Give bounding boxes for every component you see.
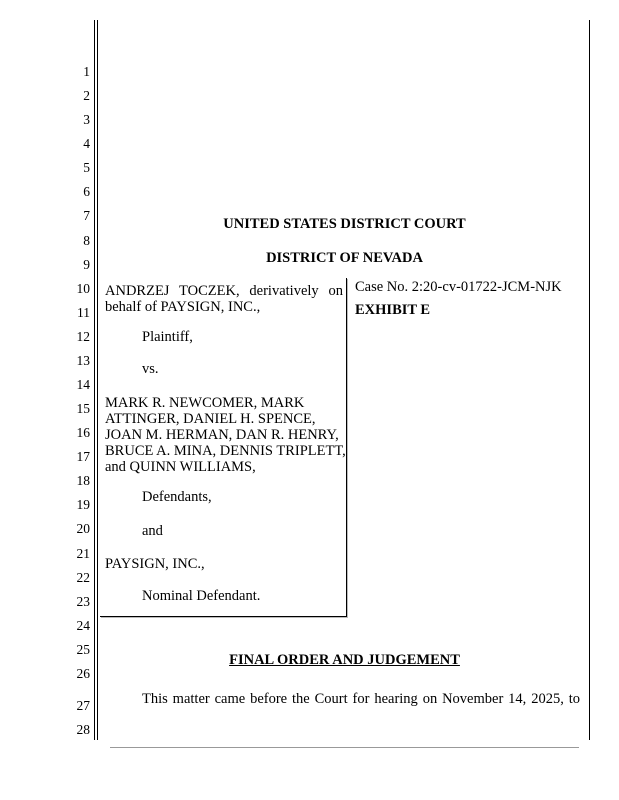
- line-number: 7: [83, 208, 90, 223]
- line-number: 21: [76, 546, 90, 561]
- nominal-defendant-name: PAYSIGN, INC.,: [105, 556, 205, 572]
- line-number: 23: [76, 594, 90, 609]
- order-body-first-line: This matter came before the Court for hearing on November 14, 2025, to: [142, 691, 580, 707]
- and-conjunction: and: [142, 523, 163, 539]
- defendants-line: and QUINN WILLIAMS,: [105, 459, 256, 475]
- line-number: 6: [83, 184, 90, 199]
- line-number: 19: [76, 497, 90, 512]
- line-number: 9: [83, 257, 90, 272]
- exhibit-label: EXHIBIT E: [355, 302, 431, 318]
- line-number: 1: [83, 64, 90, 79]
- plaintiff-role: Plaintiff,: [142, 329, 193, 345]
- plaintiff-name-line1: ANDRZEJ TOCZEK, derivatively on: [105, 283, 343, 299]
- right-margin-rule: [589, 20, 590, 740]
- line-number: 28: [76, 722, 90, 737]
- defendants-line: MARK R. NEWCOMER, MARK: [105, 395, 305, 411]
- court-name: UNITED STATES DISTRICT COURT: [223, 216, 466, 232]
- defendants-line: BRUCE A. MINA, DENNIS TRIPLETT,: [105, 443, 346, 459]
- line-number: 14: [76, 377, 90, 392]
- plaintiff-name-line2: behalf of PAYSIGN, INC.,: [105, 299, 261, 315]
- nominal-defendant-role: Nominal Defendant.: [142, 588, 261, 604]
- line-number: 22: [76, 570, 90, 585]
- line-number: 2: [83, 88, 90, 103]
- line-number: 13: [76, 353, 90, 368]
- line-number: 8: [83, 233, 90, 248]
- line-number: 5: [83, 160, 90, 175]
- line-number: 24: [76, 618, 90, 633]
- versus: vs.: [142, 361, 159, 377]
- defendants-line: JOAN M. HERMAN, DAN R. HENRY,: [105, 427, 339, 443]
- left-margin-rule-inner: [97, 20, 98, 740]
- line-number: 15: [76, 401, 90, 416]
- line-number: 10: [76, 281, 90, 296]
- line-number: 27: [76, 698, 90, 713]
- line-number: 3: [83, 112, 90, 127]
- defendants-role: Defendants,: [142, 489, 212, 505]
- footer-rule: [110, 747, 579, 748]
- defendants-line: ATTINGER, DANIEL H. SPENCE,: [105, 411, 316, 427]
- line-number: 20: [76, 521, 90, 536]
- case-number: Case No. 2:20-cv-01722-JCM-NJK: [355, 279, 562, 295]
- line-number: 17: [76, 449, 90, 464]
- order-title: FINAL ORDER AND JUDGEMENT: [229, 652, 460, 668]
- line-number: 12: [76, 329, 90, 344]
- court-district: DISTRICT OF NEVADA: [266, 250, 423, 266]
- left-margin-rule-outer: [94, 20, 95, 740]
- line-number: 4: [83, 136, 90, 151]
- line-number: 25: [76, 642, 90, 657]
- line-number: 26: [76, 666, 90, 681]
- line-number: 11: [77, 305, 90, 320]
- line-number: 18: [76, 473, 90, 488]
- line-number: 16: [76, 425, 90, 440]
